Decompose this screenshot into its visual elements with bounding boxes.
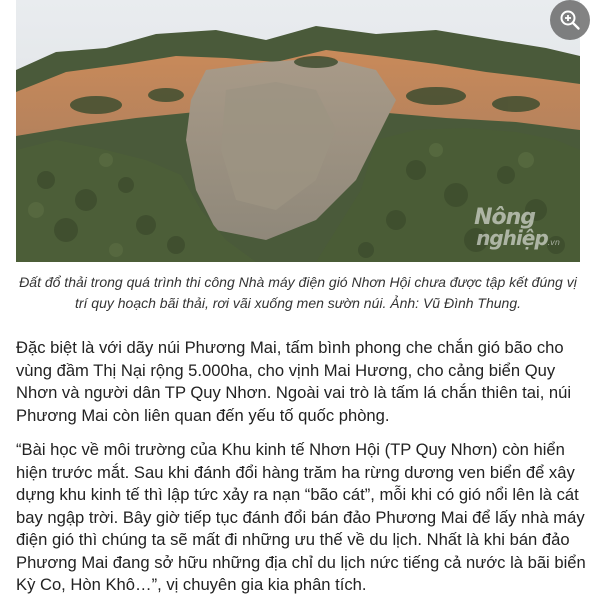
article-paragraph-1: Đặc biệt là với dãy núi Phương Mai, tấm bình phong che chắn gió bão cho vùng đầm Thị Nại rộng 5.000ha, cho vịnh Mai Hương, cho cảng biển Quy Nhơn và người dân TP Quy Nhơn. Ngoài vai trò là tấm lá chắn thiên tai, núi Phương Mai còn liên quan đến yếu tố quốc phòng. [16,338,572,425]
watermark-line-2: nghiệp [476,226,548,250]
newspaper-watermark [474,205,560,253]
zoom-in-icon [559,9,581,31]
watermark-suffix: .vn [547,238,560,247]
watermark-line-1: Nông [474,205,536,230]
article-photo [16,0,580,262]
photo-caption: Đất đổ thải trong quá trình thi công Nhà máy điện gió Nhơn Hội chưa được tập kết đúng vị trí quy hoạch bãi thải, rơi vãi xuống men sườn núi. Ảnh: Vũ Đình Thung. [19,274,577,311]
zoom-button[interactable] [550,0,590,40]
article-paragraph-2: “Bài học về môi trường của Khu kinh tế Nhơn Hội (TP Quy Nhơn) còn hiển hiện trước mắt. Sau khi đánh đổi hàng trăm ha rừng dương ven biển để xây dựng khu kinh tế thì lập tức xảy ra nạn “bão cát”, mỗi khi có gió nổi lên là cát bay ngập trời. Bây giờ tiếp tục đánh đổi bán đảo Phương Mai để lấy nhà máy điện gió thì chúng ta sẽ mất đi những ưu thế về du lịch. Nhất là khi bán đảo Phương Mai đang sở hữu những địa chỉ du lịch nức tiếng cả nước là bãi biển Kỳ Co, Hòn Khô…”, vị chuyên gia kia phân tích. [16,440,586,594]
